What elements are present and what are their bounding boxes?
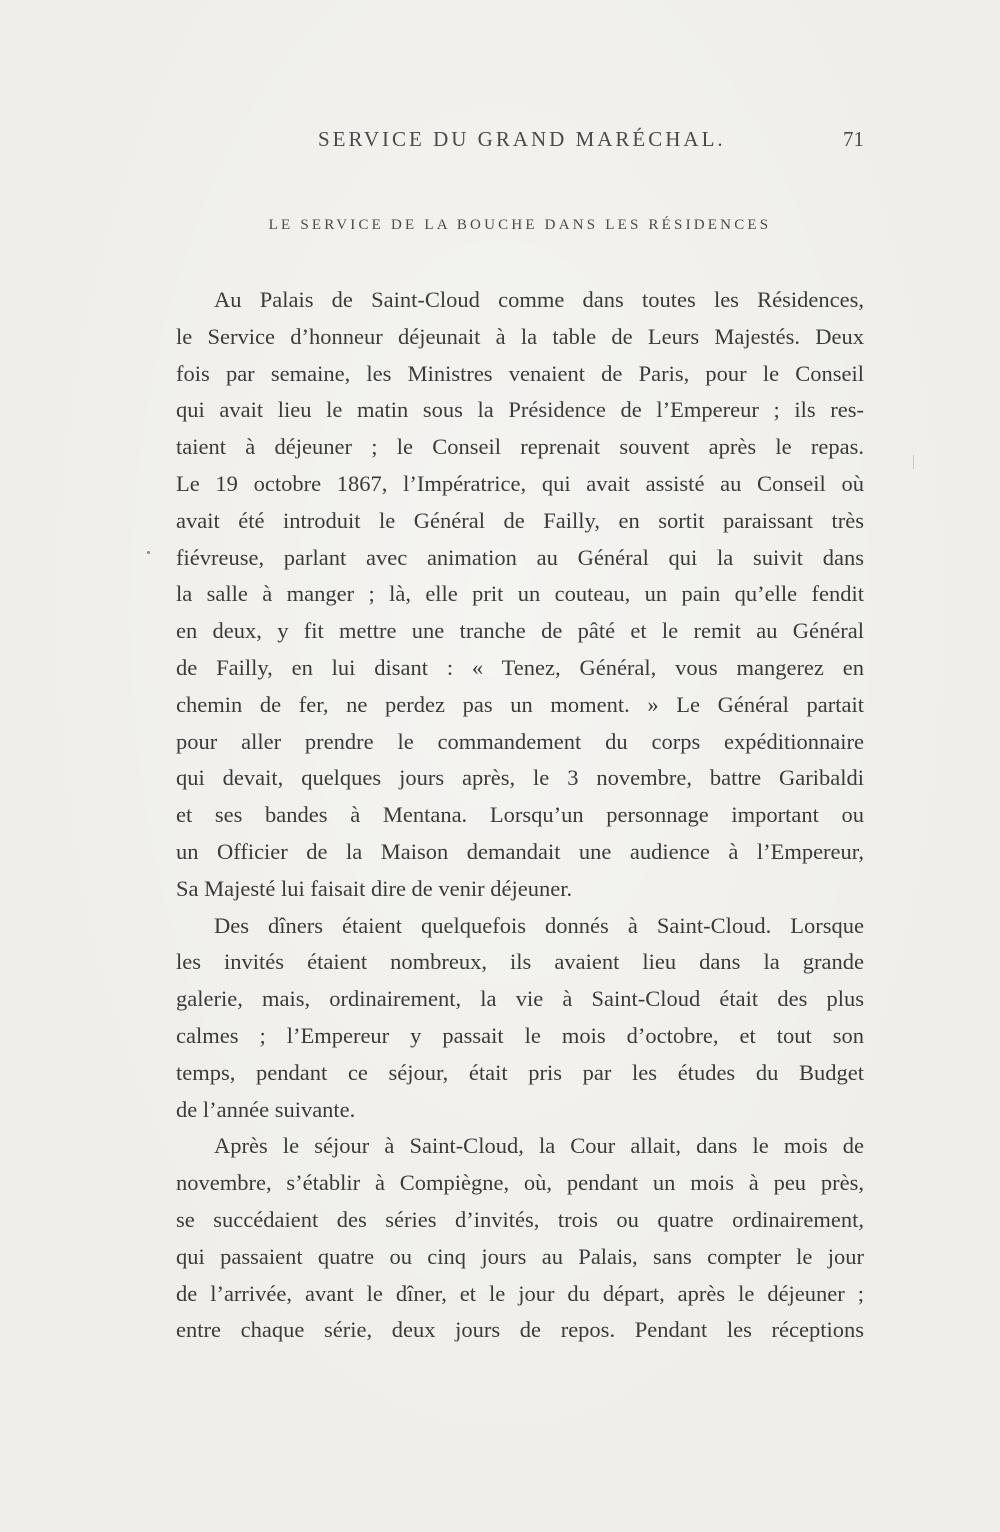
running-title: SERVICE DU GRAND MARÉCHAL. xyxy=(318,127,726,151)
paragraph-3-line-6: entre chaque série, deux jours de repos. Pendant les réceptions xyxy=(176,1317,864,1343)
paragraph-1-line-5: taient à déjeuner ; le Conseil reprenait souvent après le repas. xyxy=(176,434,864,460)
paragraph-1-line-13: pour aller prendre le commandement du corps expéditionnaire xyxy=(176,728,864,754)
paragraph-1-line-6: Le 19 octobre 1867, l’Impératrice, qui avait assisté au Conseil où xyxy=(176,470,864,496)
paragraph-2-line-2: les invités étaient nombreux, ils avaient lieu dans la grande xyxy=(176,949,864,975)
paragraph-1-line-10: en deux, y fit mettre une tranche de pâté et le remit au Général xyxy=(176,618,864,644)
paragraph-3-line-2: novembre, s’établir à Compiègne, où, pendant un mois à peu près, xyxy=(176,1170,864,1196)
paragraph-1-line-11: de Failly, en lui disant : « Tenez, Général, vous mangerez en xyxy=(176,654,864,680)
paragraph-3-line-4: qui passaient quatre ou cinq jours au Palais, sans compter le jour xyxy=(176,1243,864,1269)
paragraph-1-line-4: qui avait lieu le matin sous la Présidence de l’Empereur ; ils res- xyxy=(176,397,864,423)
body-text xyxy=(176,282,864,1349)
paragraph-2-line-5: temps, pendant ce séjour, était pris par les études du Budget xyxy=(176,1059,864,1085)
running-head xyxy=(176,127,864,157)
paragraph-3-line-3: se succédaient des séries d’invités, trois ou quatre ordinairement, xyxy=(176,1206,864,1232)
paragraph-3-line-5: de l’arrivée, avant le dîner, et le jour du départ, après le déjeuner ; xyxy=(176,1280,864,1306)
paragraph-1-line-7: avait été introduit le Général de Failly, en sortit paraissant très xyxy=(176,507,864,533)
paragraph-2-line-6: de l’année suivante. xyxy=(176,1096,356,1122)
paragraph-1-line-14: qui devait, quelques jours après, le 3 novembre, battre Garibaldi xyxy=(176,765,864,791)
paragraph-2-line-3: galerie, mais, ordinairement, la vie à Saint-Cloud était des plus xyxy=(176,986,864,1012)
scan-speck xyxy=(147,551,150,554)
paragraph-1-line-3: fois par semaine, les Ministres venaient de Paris, pour le Conseil xyxy=(176,360,864,386)
paragraph-2-line-1: Des dîners étaient quelquefois donnés à Saint-Cloud. Lorsque xyxy=(214,912,864,938)
paragraph-1-line-15: et ses bandes à Mentana. Lorsqu’un personnage important ou xyxy=(176,802,864,828)
paragraph-1-line-2: le Service d’honneur déjeunait à la table de Leurs Majestés. Deux xyxy=(176,323,864,349)
paragraph-2-line-4: calmes ; l’Empereur y passait le mois d’octobre, et tout son xyxy=(176,1022,864,1048)
paragraph-1-line-17: Sa Majesté lui faisait dire de venir déjeuner. xyxy=(176,875,573,901)
paragraph-1-line-16: un Officier de la Maison demandait une audience à l’Empereur, xyxy=(176,838,864,864)
paragraph-1-line-12: chemin de fer, ne perdez pas un moment. » Le Général partait xyxy=(176,691,864,717)
page-number: 71 xyxy=(843,127,864,151)
paragraph-1-line-1: Au Palais de Saint-Cloud comme dans toutes les Résidences, xyxy=(214,287,864,312)
paragraph-3-line-1: Après le séjour à Saint-Cloud, la Cour allait, dans le mois de xyxy=(214,1133,864,1159)
section-heading: LE SERVICE DE LA BOUCHE DANS LES RÉSIDENCES xyxy=(268,217,772,233)
paragraph-1-line-8: fiévreuse, parlant avec animation au Général qui la suivit dans xyxy=(176,544,864,570)
paragraph-1-line-9: la salle à manger ; là, elle prit un couteau, un pain qu’elle fendit xyxy=(176,581,864,607)
scan-speck xyxy=(913,455,914,469)
